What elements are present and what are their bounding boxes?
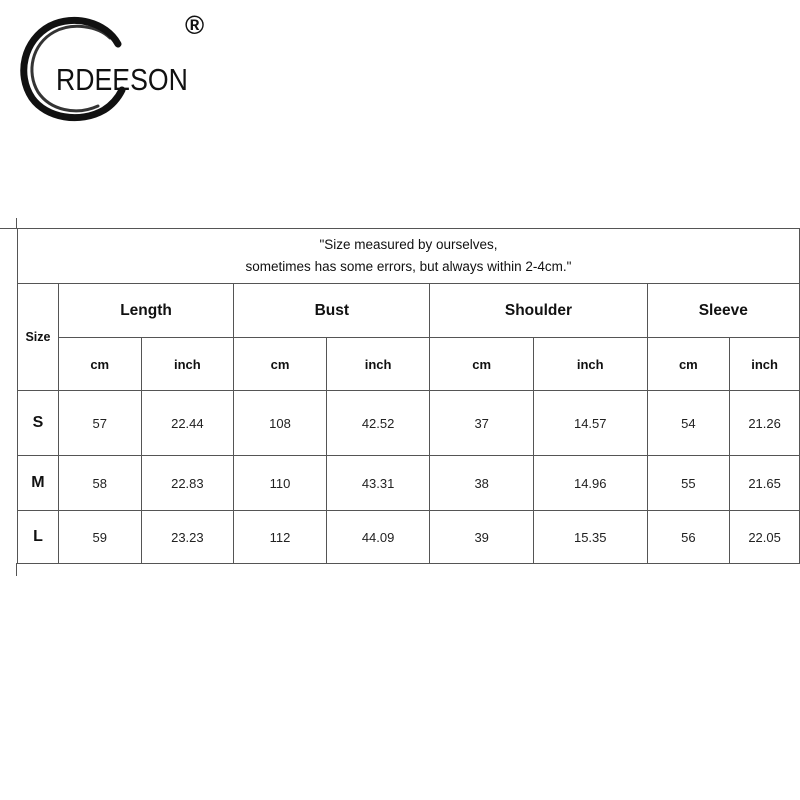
table-cell: 108 [234, 391, 327, 456]
brand-logo [14, 12, 214, 122]
unit-header: cm [58, 338, 141, 391]
corner-tick [16, 218, 17, 228]
table-cell: 58 [58, 456, 141, 511]
size-chart-table [17, 228, 800, 564]
table-row [18, 391, 800, 456]
table-cell: 112 [234, 511, 327, 564]
table-cell: 14.96 [533, 456, 647, 511]
unit-header: inch [533, 338, 647, 391]
table-cell: 44.09 [326, 511, 430, 564]
table-cell: 15.35 [533, 511, 647, 564]
table-row [18, 511, 800, 564]
size-label: M [18, 456, 59, 511]
table-cell: 57 [58, 391, 141, 456]
unit-header: inch [730, 338, 800, 391]
group-header-length: Length [58, 284, 233, 338]
note-line-2: sometimes has some errors, but always within 2-4cm." [245, 259, 572, 274]
table-cell: 42.52 [326, 391, 430, 456]
corner-tick [16, 563, 17, 576]
corner-tick [0, 228, 17, 229]
table-cell: 22.44 [141, 391, 234, 456]
unit-header: inch [326, 338, 430, 391]
group-header-bust: Bust [234, 284, 430, 338]
table-cell: 56 [647, 511, 730, 564]
table-cell: 59 [58, 511, 141, 564]
size-label: S [18, 391, 59, 456]
unit-header: inch [141, 338, 234, 391]
unit-header: cm [430, 338, 534, 391]
table-cell: 43.31 [326, 456, 430, 511]
table-cell: 21.26 [730, 391, 800, 456]
table-cell: 22.05 [730, 511, 800, 564]
measurement-note [18, 229, 800, 284]
unit-header: cm [234, 338, 327, 391]
registered-mark: ® [185, 10, 205, 40]
table-cell: 14.57 [533, 391, 647, 456]
group-header-sleeve: Sleeve [647, 284, 799, 338]
table-cell: 39 [430, 511, 534, 564]
table-cell: 54 [647, 391, 730, 456]
table-cell: 55 [647, 456, 730, 511]
table-cell: 110 [234, 456, 327, 511]
table-cell: 38 [430, 456, 534, 511]
unit-header: cm [647, 338, 730, 391]
table-cell: 23.23 [141, 511, 234, 564]
group-header-shoulder: Shoulder [430, 284, 647, 338]
note-line-1: "Size measured by ourselves, [319, 237, 498, 252]
table-cell: 37 [430, 391, 534, 456]
table-row [18, 456, 800, 511]
brand-name: RDEESON [56, 62, 188, 97]
size-header: Size [18, 284, 59, 391]
table-cell: 21.65 [730, 456, 800, 511]
table-cell: 22.83 [141, 456, 234, 511]
size-label: L [18, 511, 59, 564]
